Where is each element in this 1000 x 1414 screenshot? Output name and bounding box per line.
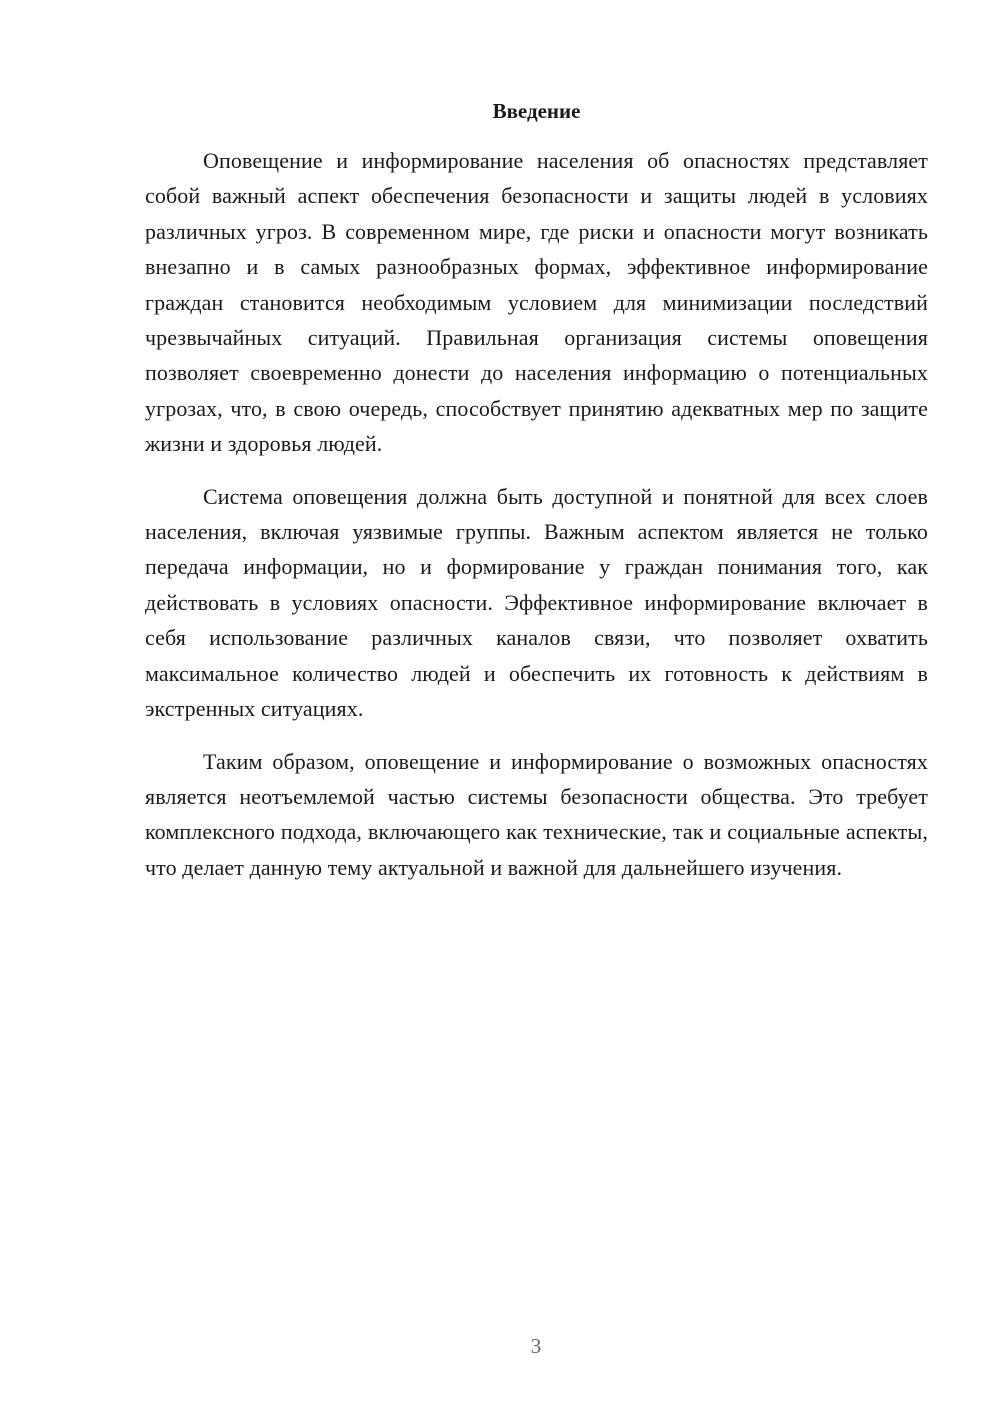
section-heading: Введение (492, 99, 581, 123)
paragraph-1: Оповещение и информирование населения об опасностях представляет собой важный аспект обеспечения безопасности и защиты людей в условиях различных угроз. В современном мире, где риски и опасности могут возникать внезапно и в самых разнообразных формах, эффективное информирование граждан становится необходимым условием для минимизации последствий чрезвычайных ситуаций. Правильная организация системы оповещения позволяет своевременно донести до населения информацию о потенциальных угрозах, что, в свою очередь, способствует принятию адекватных мер по защите жизни и здоровья людей. (145, 148, 928, 457)
page-number: 3 (530, 1334, 542, 1358)
body-text (145, 143, 928, 902)
paragraph-3: Таким образом, оповещение и информирование о возможных опасностях является неотъемлемой частью системы безопасности общества. Это требует комплексного подхода, включающего как технические, так и социальные аспекты, что делает данную тему актуальной и важной для дальнейшего изучения. (145, 748, 928, 880)
paragraph-2: Система оповещения должна быть доступной и понятной для всех слоев населения, включая уязвимые группы. Важным аспектом является не только передача информации, но и формирование у граждан понимания того, как действовать в условиях опасности. Эффективное информирование включает в себя использование различных каналов связи, что позволяет охватить максимальное количество людей и обеспечить их готовность к действиям в экстренных ситуациях. (145, 483, 928, 722)
